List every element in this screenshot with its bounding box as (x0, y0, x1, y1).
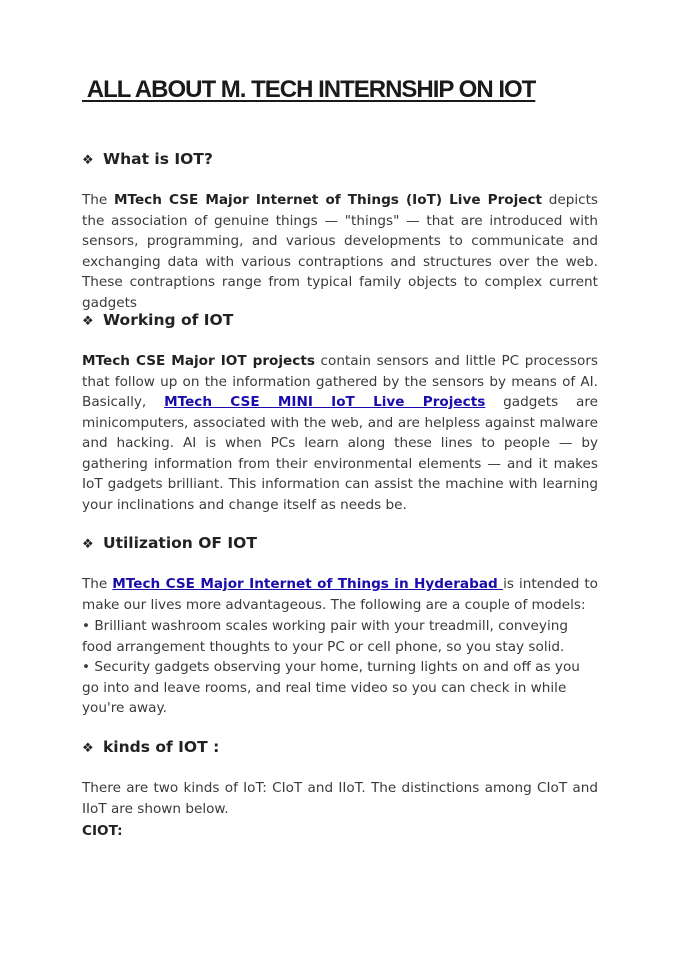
ciot-label: CIOT: (82, 823, 123, 839)
list-item: • Security gadgets observing your home, turning lights on and off as you go into and leave rooms, and real time video so you can check in while you're away. (82, 659, 580, 716)
diamond-bullet-icon: ❖ (82, 314, 94, 329)
paragraph-kinds-of-iot: There are two kinds of IoT: CIoT and IIoT. The distinctions among CIoT and IIoT are shown below. (82, 780, 598, 817)
diamond-bullet-icon: ❖ (82, 153, 94, 168)
list-item: • Brilliant washroom scales working pair with your treadmill, conveying food arrangement thoughts to your PC or cell phone, so you stay solid. (82, 618, 568, 655)
section-heading-utilization-of-iot: ❖ Utilization OF IOT (82, 534, 257, 552)
mini-iot-projects-link[interactable]: MTech CSE MINI IoT Live Projects (164, 394, 486, 410)
section-heading-what-is-iot: ❖ What is IOT? (82, 150, 213, 168)
paragraph-working-of-iot: MTech CSE Major IOT projects contain sensors and little PC processors that follow up on the information gathered by the sensors by means of AI. Basically, MTech CSE MINI IoT Live Projects gadgets are minicomputers, associated with the web, and are helpless against malware and hacking. AI is when PCs learn along these lines to people — by gathering information from their environmental elements — and it makes IoT gadgets brilliant. This information can assist the machine with learning your inclinations and change itself as needs be. (82, 353, 598, 513)
diamond-bullet-icon: ❖ (82, 537, 94, 552)
paragraph-utilization-of-iot: The MTech CSE Major Internet of Things in Hyderabad is intended to make our lives more advantageous. The following are a couple of models: (82, 576, 598, 613)
section-heading-kinds-of-iot: ❖ kinds of IOT : (82, 738, 220, 756)
section-heading-working-of-iot: ❖ Working of IOT (82, 311, 234, 329)
paragraph-what-is-iot: The MTech CSE Major Internet of Things (IoT) Live Project depicts the association of genuine things — "things" — that are introduced with sensors, programming, and various developments to communicate and exchanging data with various contraptions and structures over the web. These contraptions range from typical family objects to complex current gadgets (82, 192, 599, 311)
page-title: ALL ABOUT M. TECH INTERNSHIP ON IOT (82, 76, 536, 103)
diamond-bullet-icon: ❖ (82, 741, 94, 756)
iot-hyderabad-link[interactable]: MTech CSE Major Internet of Things in Hyderabad (112, 576, 504, 592)
